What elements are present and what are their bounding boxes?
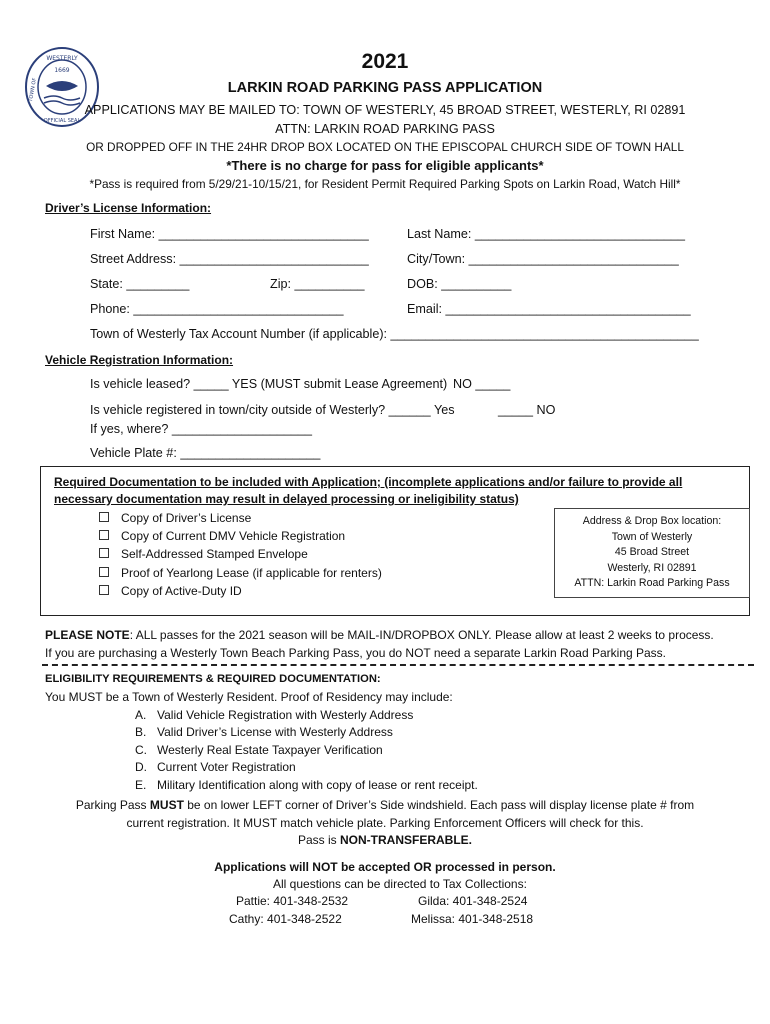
- non-transferable-note: Pass is NON-TRANSFERABLE.: [297, 833, 472, 847]
- seal-text-bottom: OFFICIAL SEAL: [43, 118, 81, 124]
- please-note: PLEASE NOTE: ALL passes for the 2021 season will be MAIL-IN/DROPBOX ONLY. Please allow at least 2 weeks to process.: [45, 628, 714, 642]
- mail-line: APPLICATIONS MAY BE MAILED TO: TOWN OF WESTERLY, 45 BROAD STREET, WESTERLY, RI 02891: [84, 103, 686, 117]
- tax-account-field[interactable]: Town of Westerly Tax Account Number (if applicable): ____________________________________________: [90, 327, 699, 341]
- seal-text-top: WESTERLY: [46, 55, 78, 62]
- eligibility-heading: ELIGIBILITY REQUIREMENTS & REQUIRED DOCUMENTATION:: [45, 673, 381, 685]
- eligibility-item: D. Current Voter Registration: [135, 760, 296, 774]
- doc-item-license[interactable]: Copy of Driver’s License: [99, 511, 251, 525]
- required-docs-heading-2: necessary documentation may result in delayed processing or ineligibility status): [54, 492, 519, 506]
- last-name-field[interactable]: Last Name: ______________________________: [407, 227, 686, 241]
- city-field[interactable]: City/Town: ______________________________: [407, 252, 679, 266]
- street-address-field[interactable]: Street Address: ___________________________: [90, 252, 369, 266]
- registered-where-field[interactable]: If yes, where? ____________________: [90, 422, 312, 436]
- license-section-heading: Driver’s License Information:: [45, 201, 212, 215]
- checkbox-icon[interactable]: [99, 585, 109, 595]
- contact-melissa: Melissa: 401-348-2518: [411, 912, 534, 926]
- attn-line: ATTN: LARKIN ROAD PARKING PASS: [275, 122, 495, 136]
- seal-year: 1669: [54, 67, 70, 74]
- eligibility-item: B. Valid Driver’s License with Westerly Address: [135, 725, 393, 739]
- questions-note: All questions can be directed to Tax Collections:: [273, 877, 527, 891]
- in-person-note: Applications will NOT be accepted OR processed in person.: [214, 860, 556, 874]
- eligibility-intro: You MUST be a Town of Westerly Resident. Proof of Residency may include:: [45, 690, 453, 704]
- registered-outside-no-field[interactable]: _____ NO: [498, 403, 556, 417]
- doc-item-registration[interactable]: Copy of Current DMV Vehicle Registration: [99, 529, 345, 543]
- contact-gilda: Gilda: 401-348-2524: [418, 894, 528, 908]
- seal-text-left: TOWN OF: [27, 77, 39, 103]
- page-title: LARKIN ROAD PARKING PASS APPLICATION: [227, 80, 543, 96]
- vehicle-plate-field[interactable]: Vehicle Plate #: ____________________: [90, 446, 321, 460]
- contact-pattie: Pattie: 401-348-2532: [236, 894, 349, 908]
- eligibility-item: E. Military Identification along with copy of lease or rent receipt.: [135, 778, 478, 792]
- registered-outside-yes-field[interactable]: Is vehicle registered in town/city outside of Westerly? ______ Yes: [90, 403, 455, 417]
- vehicle-section-heading: Vehicle Registration Information:: [45, 353, 234, 367]
- address-line: Town of Westerly: [611, 530, 693, 543]
- email-field[interactable]: Email: ___________________________________: [407, 302, 691, 316]
- eligibility-item: A. Valid Vehicle Registration with Westerly Address: [135, 708, 414, 722]
- state-field[interactable]: State: _________: [90, 277, 190, 291]
- checkbox-icon[interactable]: [99, 567, 109, 577]
- dropbox-line: OR DROPPED OFF IN THE 24HR DROP BOX LOCATED ON THE EPISCOPAL CHURCH SIDE OF TOWN HALL: [86, 140, 684, 154]
- plate-match-note: current registration. It MUST match vehicle plate. Parking Enforcement Officers will check for this.: [126, 816, 644, 830]
- drop-box-address: [554, 508, 750, 598]
- zip-field[interactable]: Zip: __________: [270, 277, 365, 291]
- eligibility-item: C. Westerly Real Estate Taxpayer Verification: [135, 743, 383, 757]
- address-line: ATTN: Larkin Road Parking Pass: [574, 577, 730, 590]
- doc-item-envelope[interactable]: Self-Addressed Stamped Envelope: [99, 547, 308, 561]
- header-year: 2021: [361, 50, 409, 73]
- checkbox-icon[interactable]: [99, 530, 109, 540]
- doc-item-active-duty[interactable]: Copy of Active-Duty ID: [99, 584, 242, 598]
- address-line: Address & Drop Box location:: [582, 515, 722, 527]
- beach-pass-note: If you are purchasing a Westerly Town Beach Parking Pass, you do NOT need a separate Larkin Road Parking Pass.: [45, 646, 667, 660]
- address-line: 45 Broad Street: [614, 546, 690, 559]
- contact-cathy: Cathy: 401-348-2522: [229, 912, 342, 926]
- required-docs-heading-1: Required Documentation to be included with Application; (incomplete applications and/or failure to provide all: [54, 475, 683, 489]
- checkbox-icon[interactable]: [99, 512, 109, 522]
- windshield-placement-note: Parking Pass MUST be on lower LEFT corner of Driver’s Side windshield. Each pass will display license plate # from: [75, 798, 695, 812]
- vehicle-leased-yes-field[interactable]: Is vehicle leased? _____ YES (MUST submit Lease Agreement): [90, 377, 448, 391]
- no-charge-note: *There is no charge for pass for eligible applicants*: [226, 158, 544, 173]
- dob-field[interactable]: DOB: __________: [407, 277, 512, 291]
- phone-field[interactable]: Phone: ______________________________: [90, 302, 344, 316]
- checkbox-icon[interactable]: [99, 548, 109, 558]
- required-dates-note: *Pass is required from 5/29/21-10/15/21, for Resident Permit Required Parking Spots on Larkin Road, Watch Hill*: [89, 177, 681, 191]
- vehicle-leased-no-field[interactable]: NO _____: [453, 377, 511, 391]
- address-line: Westerly, RI 02891: [607, 561, 697, 574]
- dashed-divider: [42, 664, 754, 666]
- first-name-field[interactable]: First Name: ______________________________: [90, 227, 369, 241]
- doc-item-lease[interactable]: Proof of Yearlong Lease (if applicable for renters): [99, 566, 382, 580]
